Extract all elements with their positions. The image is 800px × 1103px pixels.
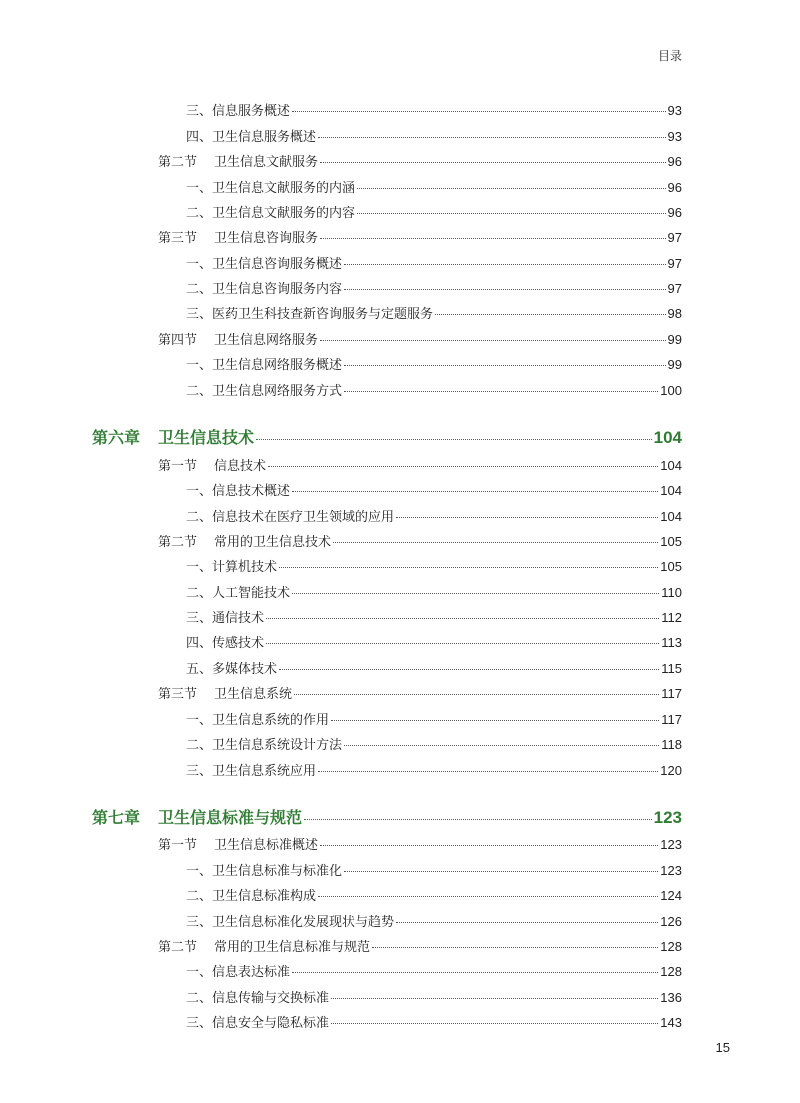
- toc-page-number: 98: [667, 306, 682, 321]
- toc-section[interactable]: [0, 936, 800, 955]
- toc-item[interactable]: [0, 303, 800, 322]
- toc-page-number: 93: [667, 129, 682, 144]
- dot-leader: [396, 922, 658, 923]
- dot-leader: [304, 819, 652, 820]
- toc-page-number: 123: [660, 863, 682, 878]
- toc-item[interactable]: [0, 582, 800, 601]
- dot-leader: [344, 745, 659, 746]
- toc-section-label: [158, 329, 318, 348]
- toc-item-label: 一、卫生信息文献服务的内涵: [186, 181, 356, 196]
- toc-page-number: 104: [653, 428, 682, 447]
- toc-item-label: 一、卫生信息网络服务概述: [186, 358, 343, 373]
- toc-item[interactable]: [0, 278, 800, 297]
- dot-leader: [292, 972, 658, 973]
- toc-section-label: [158, 227, 318, 246]
- dot-leader: [318, 896, 658, 897]
- toc-page-number: 113: [661, 635, 682, 650]
- toc-page-number: 117: [661, 686, 682, 701]
- toc-item[interactable]: [0, 709, 800, 728]
- toc-page-number: 104: [660, 509, 682, 524]
- toc-item[interactable]: [0, 734, 800, 753]
- section-title: 卫生信息系统: [214, 687, 293, 702]
- dot-leader: [344, 264, 666, 265]
- toc-page-number: 123: [653, 808, 682, 827]
- toc-section[interactable]: [0, 834, 800, 853]
- toc-page-number: 143: [660, 1015, 682, 1030]
- toc-item[interactable]: [0, 911, 800, 930]
- dot-leader: [396, 517, 658, 518]
- page-number: 15: [715, 1040, 730, 1055]
- chapter-number: 第七章: [92, 808, 141, 827]
- toc-section[interactable]: [0, 683, 800, 702]
- toc-page-number: 112: [661, 610, 682, 625]
- toc-item[interactable]: [0, 480, 800, 499]
- toc-page-number: 97: [667, 256, 682, 271]
- toc-section-label: [158, 151, 318, 170]
- dot-leader: [266, 643, 659, 644]
- toc-item-label: 四、传感技术: [186, 636, 265, 651]
- toc-item-label: 一、信息技术概述: [186, 484, 291, 499]
- section-title: 卫生信息文献服务: [214, 155, 319, 170]
- section-number: 第二节: [158, 535, 198, 550]
- toc-item-label: 三、医药卫生科技查新咨询服务与定题服务: [186, 307, 434, 322]
- toc-item[interactable]: [0, 961, 800, 980]
- dot-leader: [320, 340, 666, 341]
- dot-leader: [331, 720, 659, 721]
- dot-leader: [268, 466, 658, 467]
- toc-item[interactable]: [0, 354, 800, 373]
- toc-item-label: 二、卫生信息咨询服务内容: [186, 282, 343, 297]
- section-title: 常用的卫生信息技术: [214, 535, 332, 550]
- toc-item[interactable]: [0, 607, 800, 626]
- toc-item-label: 三、信息安全与隐私标准: [186, 1016, 330, 1031]
- toc-item[interactable]: [0, 177, 800, 196]
- toc-page-number: 93: [667, 103, 682, 118]
- toc-page-number: 96: [667, 205, 682, 220]
- toc-section[interactable]: [0, 227, 800, 246]
- toc-item-label: 一、卫生信息系统的作用: [186, 713, 330, 728]
- dot-leader: [292, 111, 666, 112]
- toc-page-number: 100: [660, 383, 682, 398]
- toc-page-number: 99: [667, 332, 682, 347]
- toc-chapter-label: [92, 425, 254, 448]
- dot-leader: [333, 542, 658, 543]
- toc-item[interactable]: [0, 253, 800, 272]
- toc-item[interactable]: [0, 556, 800, 575]
- section-number: 第二节: [158, 940, 198, 955]
- toc-page-number: 128: [660, 964, 682, 979]
- section-title: 卫生信息网络服务: [214, 333, 319, 348]
- toc-section-label: [158, 683, 292, 702]
- dot-leader: [320, 845, 658, 846]
- section-number: 第一节: [158, 838, 198, 853]
- toc-page-number: 126: [660, 914, 682, 929]
- toc-section-label: [158, 936, 370, 955]
- dot-leader: [266, 618, 659, 619]
- chapter-title: 卫生信息技术: [158, 428, 255, 447]
- dot-leader: [331, 1023, 658, 1024]
- dot-leader: [357, 213, 666, 214]
- dot-leader: [318, 771, 658, 772]
- toc-page-number: 115: [661, 661, 682, 676]
- toc-section-label: [158, 531, 331, 550]
- toc-item-label: 三、通信技术: [186, 611, 265, 626]
- toc-page-number: 96: [667, 154, 682, 169]
- dot-leader: [435, 314, 666, 315]
- dot-leader: [320, 162, 666, 163]
- dot-leader: [318, 137, 666, 138]
- toc-item-label: 一、卫生信息标准与标准化: [186, 864, 343, 879]
- toc-item[interactable]: [0, 100, 800, 119]
- toc-page-number: 96: [667, 180, 682, 195]
- dot-leader: [292, 593, 659, 594]
- toc-item-label: 四、卫生信息服务概述: [186, 130, 317, 145]
- toc-item[interactable]: [0, 126, 800, 145]
- toc-page-number: 99: [667, 357, 682, 372]
- toc-item-label: 三、信息服务概述: [186, 104, 291, 119]
- toc-item-label: 五、多媒体技术: [186, 662, 278, 677]
- toc-item-label: 一、计算机技术: [186, 560, 278, 575]
- toc-item[interactable]: [0, 860, 800, 879]
- section-title: 卫生信息咨询服务: [214, 231, 319, 246]
- toc-section-label: [158, 834, 318, 853]
- toc-page-number: 124: [660, 888, 682, 903]
- dot-leader: [294, 694, 659, 695]
- toc-item[interactable]: [0, 380, 800, 399]
- dot-leader: [372, 947, 658, 948]
- toc-chapter-label: [92, 805, 302, 828]
- toc-page-number: 117: [661, 712, 682, 727]
- dot-leader: [357, 188, 666, 189]
- toc-item[interactable]: [0, 1012, 800, 1031]
- dot-leader: [344, 365, 666, 366]
- running-header-title: 目录: [657, 49, 682, 63]
- toc-item-label: 二、卫生信息网络服务方式: [186, 384, 343, 399]
- section-number: 第四节: [158, 333, 198, 348]
- section-title: 常用的卫生信息标准与规范: [214, 940, 371, 955]
- chapter-title: 卫生信息标准与规范: [158, 808, 303, 827]
- dot-leader: [331, 998, 658, 999]
- section-title: 信息技术: [214, 459, 267, 474]
- toc-chapter[interactable]: [0, 425, 800, 448]
- toc-page-number: 97: [667, 281, 682, 296]
- section-number: 第一节: [158, 459, 198, 474]
- toc-section[interactable]: [0, 455, 800, 474]
- toc-item-label: 三、卫生信息系统应用: [186, 764, 317, 779]
- toc-section[interactable]: [0, 329, 800, 348]
- dot-leader: [292, 491, 658, 492]
- dot-leader: [344, 391, 658, 392]
- toc-item[interactable]: [0, 632, 800, 651]
- toc-page-number: 105: [660, 534, 682, 549]
- toc-page-number: 120: [660, 763, 682, 778]
- dot-leader: [256, 439, 652, 440]
- section-number: 第三节: [158, 231, 198, 246]
- toc-page-number: 118: [661, 737, 682, 752]
- toc-section[interactable]: [0, 151, 800, 170]
- toc-item-label: 二、卫生信息文献服务的内容: [186, 206, 356, 221]
- toc-page-number: 128: [660, 939, 682, 954]
- toc-item[interactable]: [0, 506, 800, 525]
- toc-page-number: 105: [660, 559, 682, 574]
- section-title: 卫生信息标准概述: [214, 838, 319, 853]
- toc-page-number: 110: [661, 585, 682, 600]
- dot-leader: [279, 669, 659, 670]
- toc-item-label: 二、卫生信息标准构成: [186, 889, 317, 904]
- dot-leader: [320, 238, 666, 239]
- toc-item-label: 二、信息传输与交换标准: [186, 991, 330, 1006]
- toc-item[interactable]: [0, 885, 800, 904]
- toc-item-label: 一、卫生信息咨询服务概述: [186, 257, 343, 272]
- toc-item[interactable]: [0, 987, 800, 1006]
- toc-page-number: 136: [660, 990, 682, 1005]
- toc-item[interactable]: [0, 202, 800, 221]
- toc-item-label: 一、信息表达标准: [186, 965, 291, 980]
- dot-leader: [279, 567, 658, 568]
- toc-page-number: 123: [660, 837, 682, 852]
- toc-page-number: 104: [660, 458, 682, 473]
- toc-item[interactable]: [0, 658, 800, 677]
- toc-section[interactable]: [0, 531, 800, 550]
- toc-item-label: 三、卫生信息标准化发展现状与趋势: [186, 915, 395, 930]
- toc-item-label: 二、信息技术在医疗卫生领域的应用: [186, 510, 395, 525]
- toc-chapter[interactable]: [0, 805, 800, 828]
- toc-page-number: 97: [667, 230, 682, 245]
- dot-leader: [344, 871, 658, 872]
- section-number: 第三节: [158, 687, 198, 702]
- toc-item-label: 二、人工智能技术: [186, 586, 291, 601]
- toc-page-number: 104: [660, 483, 682, 498]
- section-number: 第二节: [158, 155, 198, 170]
- toc-section-label: [158, 455, 266, 474]
- chapter-number: 第六章: [92, 428, 141, 447]
- toc-item-label: 二、卫生信息系统设计方法: [186, 738, 343, 753]
- toc-item[interactable]: [0, 760, 800, 779]
- dot-leader: [344, 289, 666, 290]
